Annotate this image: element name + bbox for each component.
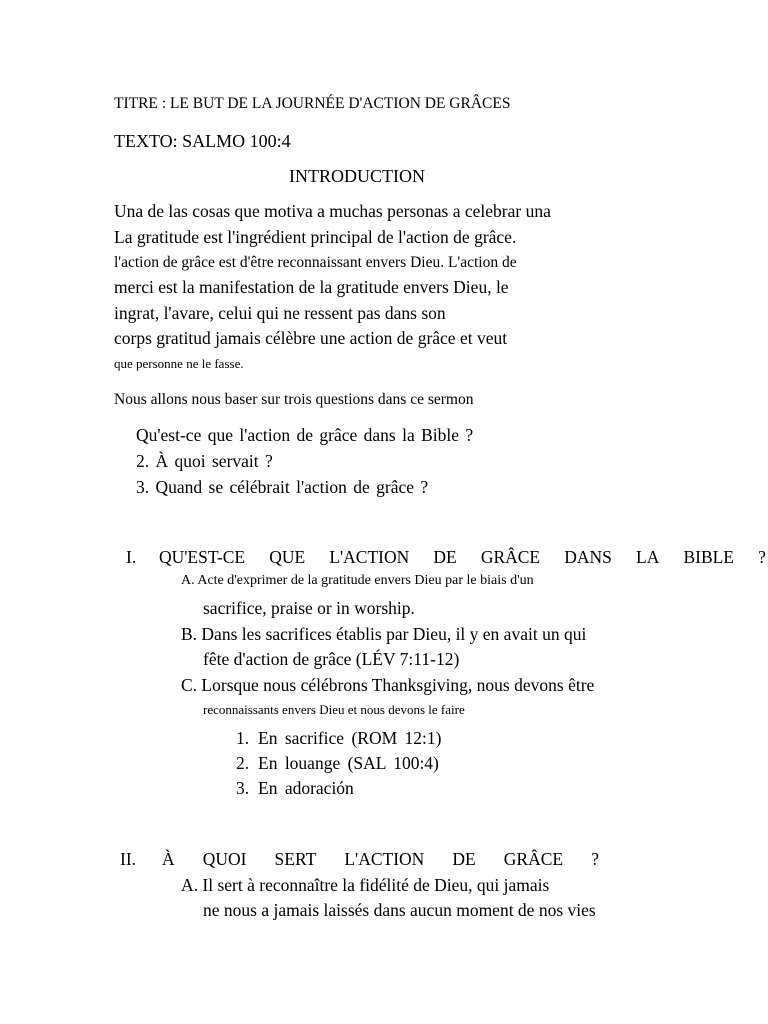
section-1-numeral: I. (126, 547, 137, 567)
intro-line: Una de las cosas que motiva a muchas personas a celebrar una (114, 201, 551, 221)
section-2-point-a-cont: ne nous a jamais laissés dans aucun moment de nos vies (203, 900, 596, 920)
document-title: TITRE : LE BUT DE LA JOURNÉE D'ACTION DE GRÂCES (114, 95, 511, 112)
item-text: En sacrifice (ROM 12:1) (258, 728, 442, 748)
heading-word: DE (433, 547, 457, 567)
item-text: En louange (SAL 100:4) (258, 753, 439, 773)
question-item: 2. À quoi servait ? (136, 451, 273, 471)
section-2-point-a: A. Il sert à reconnaître la fidélité de Dieu, qui jamais (181, 875, 550, 895)
heading-word: GRÂCE (503, 849, 564, 869)
intro-line: merci est la manifestation de la gratitude envers Dieu, le (114, 277, 509, 297)
heading-word: GRÂCE (480, 547, 541, 567)
heading-word: QU'EST-CE (159, 547, 246, 567)
introduction-heading: INTRODUCTION (289, 166, 425, 186)
item-text: En adoración (258, 778, 354, 798)
heading-word: À (162, 849, 175, 869)
heading-word: ? (591, 849, 599, 869)
heading-word: BIBLE (683, 547, 734, 567)
heading-word: L'ACTION (329, 547, 410, 567)
heading-word: DANS (564, 547, 612, 567)
section-2-numeral: II. (120, 849, 137, 869)
item-number: 3. (236, 778, 250, 798)
section-2-heading (162, 851, 599, 869)
questions-intro: Nous allons nous baser sur trois questions dans ce sermon (114, 391, 474, 408)
section-1-point-c-cont: reconnaissants envers Dieu et nous devons le faire (203, 702, 465, 717)
intro-line: ingrat, l'avare, celui qui ne ressent pas dans son (114, 303, 446, 323)
intro-line: corps gratitud jamais célèbre une action de grâce et veut (114, 328, 508, 348)
numbered-item (236, 730, 441, 748)
intro-line: La gratitude est l'ingrédient principal de l'action de grâce. (114, 227, 517, 247)
intro-line: que personne ne le fasse. (114, 356, 244, 371)
item-number: 2. (236, 753, 250, 773)
heading-word: DE (452, 849, 476, 869)
heading-word: QUOI (202, 849, 247, 869)
heading-word: L'ACTION (344, 849, 425, 869)
question-item: 3. Quand se célébrait l'action de grâce ? (136, 477, 429, 497)
numbered-item (236, 780, 354, 798)
section-1-point-a: A. Acte d'exprimer de la gratitude envers Dieu par le biais d'un (181, 573, 534, 588)
section-1-point-b: B. Dans les sacrifices établis par Dieu, il y en avait un qui (181, 624, 587, 644)
heading-word: SERT (274, 849, 317, 869)
numbered-item (236, 755, 439, 773)
question-item: Qu'est-ce que l'action de grâce dans la Bible ? (136, 425, 474, 445)
heading-word: QUE (269, 547, 306, 567)
section-1-heading (159, 549, 766, 567)
heading-word: LA (636, 547, 660, 567)
item-number: 1. (236, 728, 250, 748)
section-1-point-c: C. Lorsque nous célébrons Thanksgiving, nous devons être (181, 675, 595, 695)
section-1-point-b-cont: fête d'action de grâce (LÉV 7:11-12) (203, 649, 460, 669)
intro-line: l'action de grâce est d'être reconnaissant envers Dieu. L'action de (114, 254, 517, 271)
section-1-point-a-cont: sacrifice, praise or in worship. (203, 598, 415, 618)
heading-word: ? (758, 547, 766, 567)
scripture-reference: TEXTO: SALMO 100:4 (114, 131, 291, 151)
